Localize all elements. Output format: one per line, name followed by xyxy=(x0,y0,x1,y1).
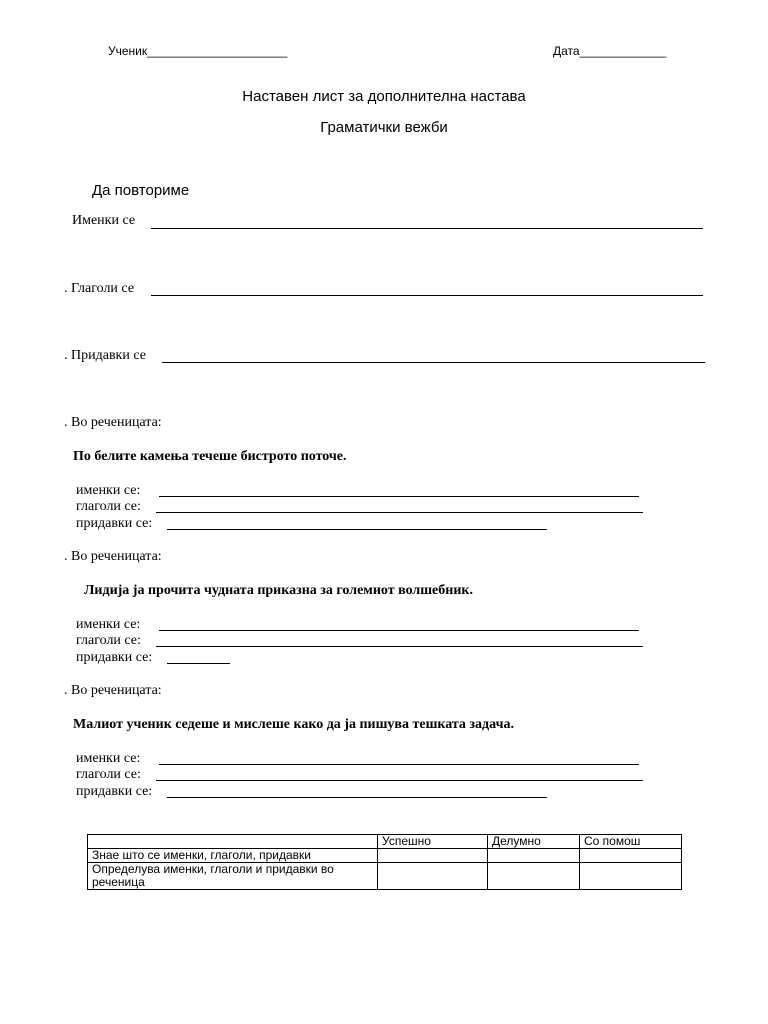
task-2-verbs-label: глаголи се: xyxy=(76,633,141,648)
review-item-nouns xyxy=(72,213,135,229)
task-label-text: Во реченицата: xyxy=(71,549,162,564)
review-answer-line-nouns[interactable] xyxy=(151,215,703,229)
task-1-label xyxy=(64,415,162,431)
table-row xyxy=(88,863,682,890)
table-cell[interactable] xyxy=(580,863,682,890)
table-cell: Определува именки, глаголи и придавки во реченица xyxy=(88,863,378,890)
table-cell[interactable] xyxy=(488,849,580,863)
task-prefix: . xyxy=(64,683,68,698)
task-1-verbs-label: глаголи се: xyxy=(76,499,141,514)
task-1-nouns-line[interactable] xyxy=(159,483,639,497)
table-cell[interactable] xyxy=(488,863,580,890)
table-header-cell: Успешно xyxy=(378,835,488,849)
table-cell[interactable] xyxy=(378,849,488,863)
table-header-cell: Со помош xyxy=(580,835,682,849)
task-2-verbs-line[interactable] xyxy=(156,633,643,647)
task-3-nouns-label: именки се: xyxy=(76,751,141,766)
task-1-verbs-line[interactable] xyxy=(156,499,643,513)
review-answer-line-adjectives[interactable] xyxy=(162,349,705,363)
date-line[interactable]: _____________ xyxy=(579,44,667,58)
task-2-adjectives-label: придавки се: xyxy=(76,650,153,665)
task-2-sentence: Лидија ја прочита чудната приказна за големиот волшебник. xyxy=(84,583,473,598)
table-header-row xyxy=(88,835,682,849)
task-3-sentence: Малиот ученик седеше и мислеше како да ја пишува тешката задача. xyxy=(73,717,514,732)
task-3-verbs-line[interactable] xyxy=(156,767,643,781)
student-field xyxy=(108,44,287,58)
task-3-verbs-label: глаголи се: xyxy=(76,767,141,782)
page-subtitle: Граматички вежби xyxy=(320,119,448,136)
task-1-adjectives-line[interactable] xyxy=(167,516,547,530)
page-title: Наставен лист за дополнителна настава xyxy=(242,88,526,105)
review-heading: Да повториме xyxy=(92,182,190,199)
task-2-label xyxy=(64,549,162,565)
task-2-nouns-label: именки се: xyxy=(76,617,141,632)
review-item-label: Именки се xyxy=(72,213,136,228)
task-1-sentence: По белите камења течеше бистрото поточе. xyxy=(73,449,347,464)
task-1-nouns-label: именки се: xyxy=(76,483,141,498)
review-item-label: Придавки се xyxy=(71,348,146,363)
table-cell: Знае што се именки, глаголи, придавки xyxy=(88,849,378,863)
review-item-prefix: . xyxy=(64,281,68,296)
task-3-nouns-line[interactable] xyxy=(159,751,639,765)
table-header-cell xyxy=(88,835,378,849)
student-label: Ученик xyxy=(108,44,148,58)
task-label-text: Во реченицата: xyxy=(71,415,162,430)
task-3-adjectives-label: придавки се: xyxy=(76,784,153,799)
review-answer-line-verbs[interactable] xyxy=(151,282,703,296)
review-item-verbs xyxy=(64,281,134,297)
table-header-cell: Делумно xyxy=(488,835,580,849)
assessment-table xyxy=(87,834,682,890)
task-prefix: . xyxy=(64,549,68,564)
student-line[interactable]: _____________________ xyxy=(147,44,288,58)
task-2-adjectives-line[interactable] xyxy=(167,650,230,664)
table-row xyxy=(88,849,682,863)
review-item-prefix: . xyxy=(64,348,68,363)
task-3-label xyxy=(64,683,162,699)
table-cell[interactable] xyxy=(580,849,682,863)
task-3-adjectives-line[interactable] xyxy=(167,784,547,798)
review-item-adjectives xyxy=(64,348,146,364)
table-cell[interactable] xyxy=(378,863,488,890)
review-item-label: Глаголи се xyxy=(71,281,135,296)
date-field xyxy=(553,44,666,58)
task-2-nouns-line[interactable] xyxy=(159,617,639,631)
task-label-text: Во реченицата: xyxy=(71,683,162,698)
date-label: Дата xyxy=(553,44,580,58)
task-prefix: . xyxy=(64,415,68,430)
task-1-adjectives-label: придавки се: xyxy=(76,516,153,531)
